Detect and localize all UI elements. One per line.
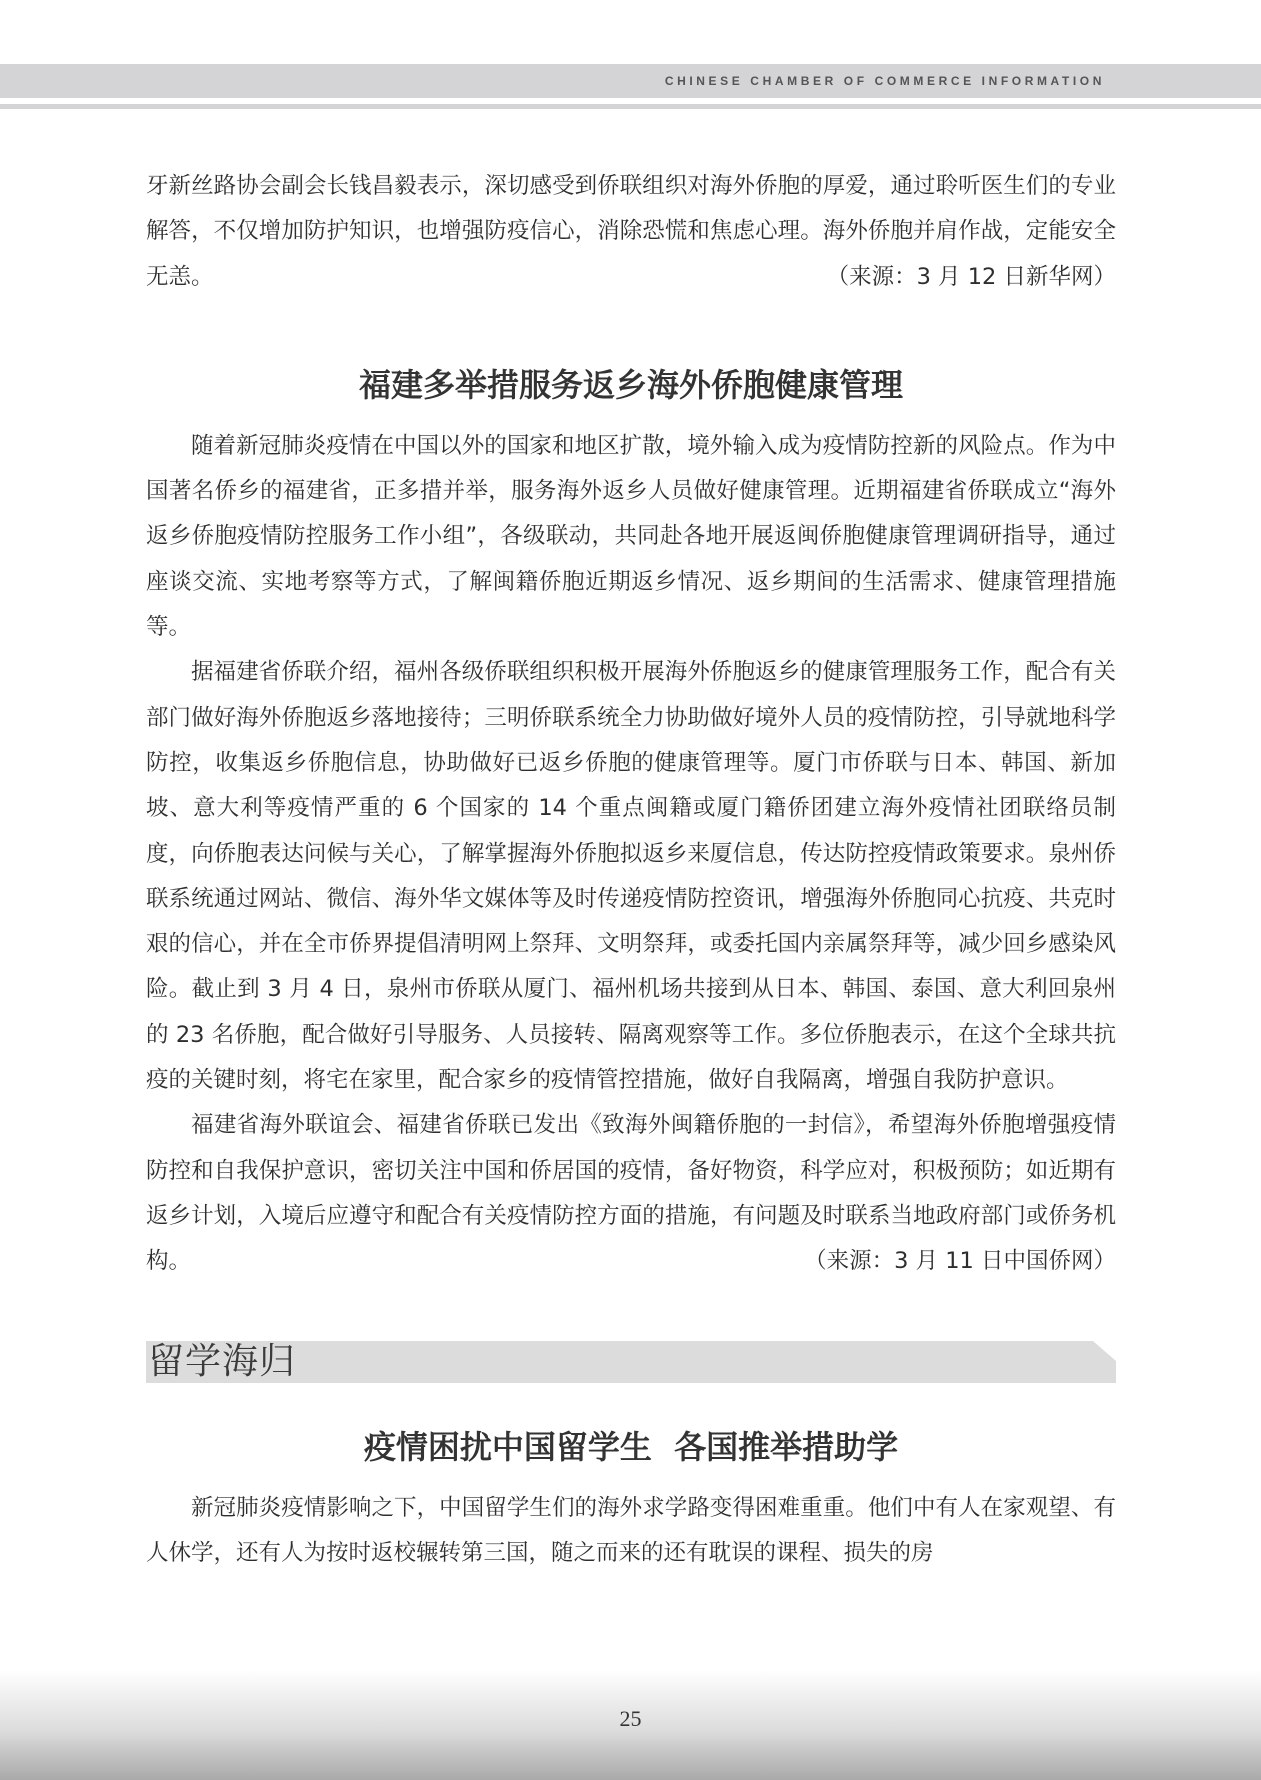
header-band	[0, 64, 1261, 98]
section-header-bar	[146, 1341, 1116, 1383]
article-paragraph: 牙新丝路协会副会长钱昌毅表示，深切感受到侨联组织对海外侨胞的厚爱，通过聆听医生们的专业解答，不仅增加防护知识，也增强防疫信心，消除恐慌和焦虑心理。海外侨胞并肩作战，定能安全无恙。	[146, 173, 1116, 290]
page-number: 25	[619, 1706, 642, 1731]
page-content	[146, 164, 1116, 1576]
article-source: （来源：3 月 11 日中国侨网）	[804, 1248, 1116, 1275]
section-label: 留学海归	[148, 1340, 297, 1382]
article-title-students: 疫情困扰中国留学生 各国推举措助学	[363, 1427, 899, 1466]
article-source: （来源：3 月 12 日新华网）	[826, 263, 1116, 290]
article-paragraph: 随着新冠肺炎疫情在中国以外的国家和地区扩散，境外输入成为疫情防控新的风险点。作为中国著名侨乡的福建省，正多措并举，服务海外返乡人员做好健康管理。近期福建省侨联成立“海外返乡侨胞疫情防控服务工作小组”，各级联动，共同赴各地开展返闽侨胞健康管理调研指导，通过座谈交流、实地考察等方式，了解闽籍侨胞近期返乡情况、返乡期间的生活需求、健康管理措施等。	[146, 432, 1116, 641]
article-paragraph: 福建省海外联谊会、福建省侨联已发出《致海外闽籍侨胞的一封信》，希望海外侨胞增强疫情防控和自我保护意识，密切关注中国和侨居国的疫情，备好物资，科学应对，积极预防；如近期有返乡计划，入境后应遵守和配合有关疫情防控方面的措施，有问题及时联系当地政府部门或侨务机构。	[146, 1112, 1116, 1275]
article-continued	[146, 164, 1116, 300]
article-title-fujian: 福建多举措服务返乡海外侨胞健康管理	[358, 365, 903, 404]
header-banner-text: CHINESE CHAMBER OF COMMERCE INFORMATION	[664, 74, 1105, 88]
header-divider	[0, 104, 1261, 109]
article-students	[146, 1486, 1116, 1577]
article-paragraph: 据福建省侨联介绍，福州各级侨联组织积极开展海外侨胞返乡的健康管理服务工作，配合有关部门做好海外侨胞返乡落地接待；三明侨联系统全力协助做好境外人员的疫情防控，引导就地科学防控，收集返乡侨胞信息，协助做好已返乡侨胞的健康管理等。厦门市侨联与日本、韩国、新加坡、意大利等疫情严重的 6 个国家的 14 个重点闽籍或厦门籍侨团建立海外疫情社团联络员制度，向侨胞表达问候与关心，了解掌握海外侨胞拟返乡来厦信息，传达防控疫情政策要求。泉州侨联系统通过网站、微信、海外华文媒体等及时传递疫情防控资讯，增强海外侨胞同心抗疫、共克时艰的信心，并在全市侨界提倡清明网上祭拜、文明祭拜，或委托国内亲属祭拜等，减少回乡感染风险。截止到 3 月 4 日，泉州市侨联从厦门、福州机场共接到从日本、韩国、泰国、意大利回泉州的 23 名侨胞，配合做好引导服务、人员接转、隔离观察等工作。多位侨胞表示，在这个全球共抗疫的关键时刻，将宅在家里，配合家乡的疫情管控措施，做好自我隔离，增强自我防护意识。	[146, 659, 1116, 1094]
article-paragraph: 新冠肺炎疫情影响之下，中国留学生们的海外求学路变得困难重重。他们中有人在家观望、有人休学，还有人为按时返校辗转第三国，随之而来的还有耽误的课程、损失的房	[146, 1494, 1116, 1566]
article-fujian	[146, 424, 1116, 1285]
